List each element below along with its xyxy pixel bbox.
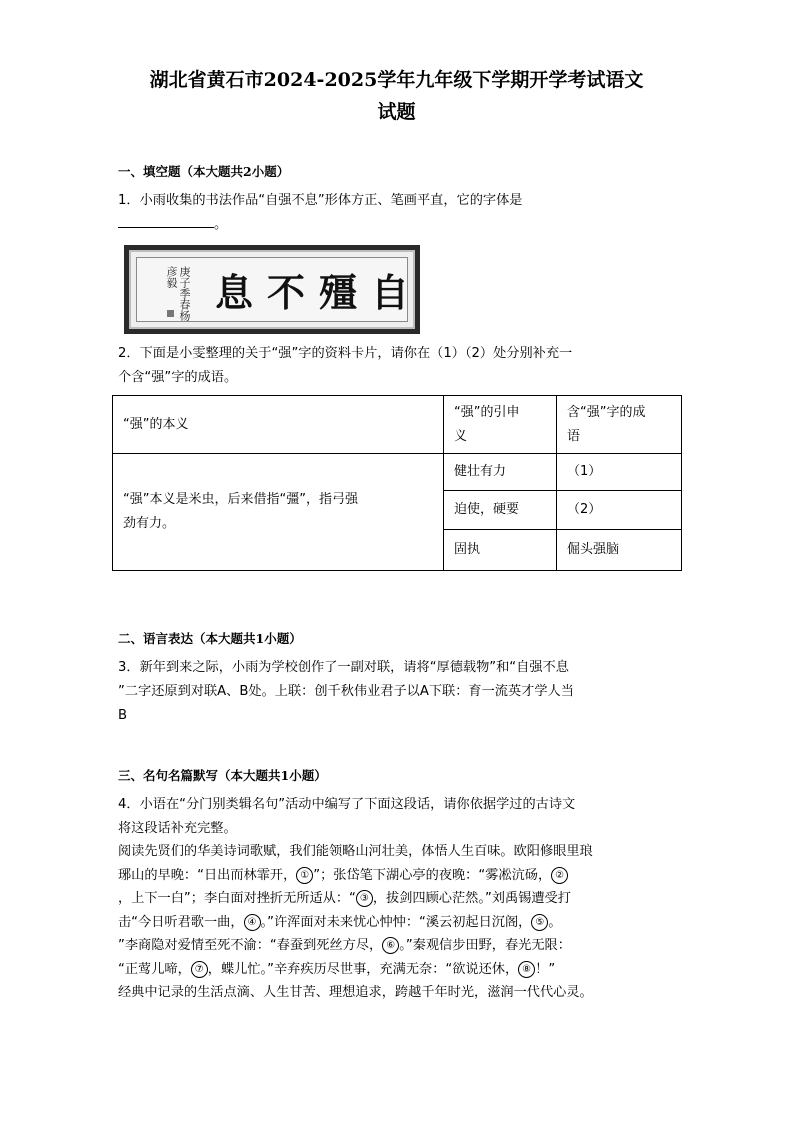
passage-line-2: 琊山的早晚：“日出而林霏开， ① ”；张岱笔下湖心亭的夜晚：“雾凇沆砀， ② <box>118 864 678 888</box>
q2-line-2: 个含“强”字的成语。 <box>118 370 238 385</box>
passage-line-3: ，上下一白”；李白面对挫折无所适从：“ ③ ，拔剑四顾心茫然。”刘禹锡遭受打 <box>118 891 571 906</box>
meaning-cell: 迫使，硬要 <box>444 491 557 530</box>
title-line-2: 试题 <box>377 101 416 123</box>
idiom-cell: 倔头强脑 <box>557 530 682 571</box>
blank-7[interactable]: ⑦ <box>191 962 208 977</box>
idiom-cell-blank-1[interactable]: （1） <box>557 454 682 491</box>
q3-line-2: ”二字还原到对联A、B处。上联：创千秋伟业君子以A下联：育一流英才学人当 <box>118 684 574 699</box>
header-extended-meaning: “强”的引申 义 <box>444 396 557 454</box>
section-1-heading: 一、填空题（本大题共2小题） <box>118 164 290 179</box>
blank-1[interactable]: ① <box>296 868 313 883</box>
calligraphy-image <box>124 245 424 334</box>
blank-8[interactable]: ⑧ <box>518 962 535 977</box>
question-2 <box>118 342 678 390</box>
passage-line-4: 击“今日听君歌一曲， ④ 。”许浑面对未来忧心忡忡：“溪云初起日沉阁， ⑤ 。 <box>118 914 562 930</box>
calligraphy-signature: 庚子季春杨彦毅 <box>165 266 191 321</box>
q4-line-2: 将这段话补充完整。 <box>118 820 237 836</box>
answer-blank[interactable] <box>118 215 214 228</box>
idiom-cell-blank-2[interactable]: （2） <box>557 491 682 530</box>
q1-line-2 <box>118 213 678 237</box>
blank-5[interactable]: ⑤ <box>531 915 548 930</box>
data-card-table <box>112 395 682 571</box>
question-3 <box>118 656 678 728</box>
question-1 <box>118 189 678 237</box>
blank-3[interactable]: ③ <box>356 891 373 906</box>
q3-line-3: B <box>118 708 128 723</box>
q2-line-1: 2．下面是小雯整理的关于“强”字的资料卡片，请你在（1）（2）处分别补充一 <box>118 346 573 361</box>
header-idiom: 含“强”字的成 语 <box>557 396 682 454</box>
section-2-heading: 二、语言表达（本大题共1小题） <box>118 631 302 646</box>
q4-line-1: 4．小语在“分门别类辑名句”活动中编写了下面这段话，请你依据学过的古诗文 <box>118 797 576 812</box>
meaning-cell: 健壮有力 <box>444 454 557 491</box>
calligraphy-text: 息不殭自 <box>215 270 424 315</box>
table-row <box>113 454 682 491</box>
q1-suffix: 。 <box>214 217 228 232</box>
seal-stamp <box>167 310 174 317</box>
passage-line-1: 阅读先贤们的华美诗词歌赋，我们能领略山河壮美，体悟人生百味。欧阳修眼里琅 <box>118 844 593 859</box>
passage-line-6: “正莺儿啼， ⑦ ，蝶儿忙。”辛弃疾历尽世事，充满无奈：“欲说还休， ⑧ ！” <box>118 961 556 977</box>
question-4 <box>118 793 678 1005</box>
blank-4[interactable]: ④ <box>244 915 261 930</box>
calligraphy-scroll <box>129 250 424 329</box>
title-line-1: 湖北省黄石市2024-2025学年九年级下学期开学考试语文 <box>149 69 644 91</box>
calligraphy-frame <box>136 257 424 322</box>
q3-line-1: 3．新年到来之际，小雨为学校创作了一副对联，请将“厚德载物”和“自强不息 <box>118 660 569 675</box>
q1-line-1: 1．小雨收集的书法作品“自强不息”形体方正、笔画平直，它的字体是 <box>118 193 523 208</box>
blank-2[interactable]: ② <box>551 868 568 883</box>
meaning-cell: 固执 <box>444 530 557 571</box>
original-meaning-cell: “强”本义是米虫，后来借指“彊”，指弓强 劲有力。 <box>113 454 444 571</box>
header-original-meaning: “强”的本义 <box>113 396 444 454</box>
document-title <box>80 64 713 128</box>
blank-6[interactable]: ⑥ <box>382 938 399 953</box>
table-header-row <box>113 396 682 454</box>
passage-line-7: 经典中记录的生活点滴、人生甘苦、理想追求，跨越千年时光，滋润一代代心灵。 <box>118 985 593 1000</box>
section-3-heading: 三、名句名篇默写（本大题共1小题） <box>118 768 327 783</box>
passage-line-5: ”李商隐对爱情至死不渝：“春蚕到死丝方尽， ⑥ 。”秦观信步田野，春光无限： <box>118 938 571 953</box>
